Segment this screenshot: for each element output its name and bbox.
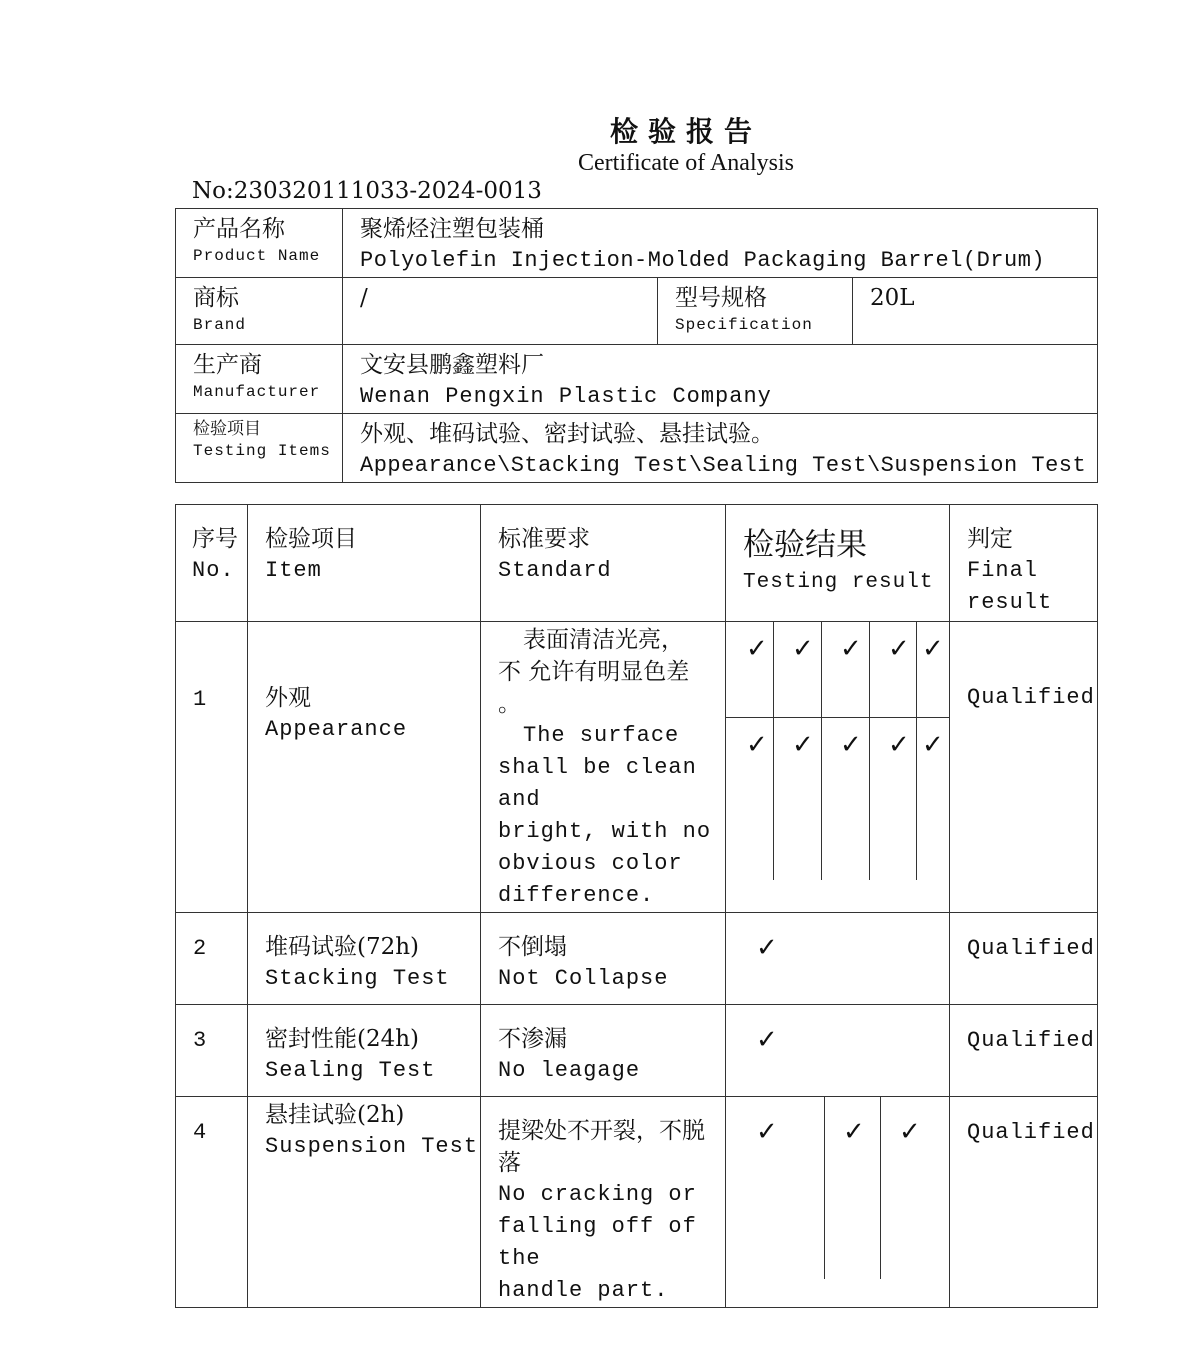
result-row-1 [176, 622, 1098, 913]
row4-standard-en-3: handle part. [498, 1278, 669, 1303]
header-item-en: Item [265, 558, 322, 583]
testing-items-label-cn: 检验项目 [193, 419, 261, 439]
header-item-cn: 检验项目 [265, 526, 357, 552]
header-no [176, 505, 248, 622]
product-name-row [176, 209, 1098, 278]
check-mark: ✓ [888, 634, 910, 664]
row1-standard [481, 622, 726, 913]
row1-final [950, 622, 1098, 913]
row1-col-5 [917, 622, 949, 880]
manufacturer-value [343, 345, 1098, 414]
row3-item [248, 1005, 481, 1097]
row1-col-4 [870, 622, 917, 880]
row2-no-text: 2 [193, 936, 208, 961]
header-item [248, 505, 481, 622]
results-header-row [176, 505, 1098, 622]
row3-standard-cn: 不渗漏 [498, 1026, 567, 1052]
row1-standard-en-2: shall be clean and [498, 755, 697, 812]
check-mark: ✓ [756, 1117, 778, 1147]
row3-final-text: Qualified [967, 1028, 1095, 1053]
product-name-value [343, 209, 1098, 278]
header-standard-en: Standard [498, 558, 612, 583]
row1-col2-top [774, 622, 821, 718]
check-mark: ✓ [792, 634, 814, 664]
check-mark: ✓ [746, 634, 768, 664]
results-table [175, 504, 1098, 1308]
check-mark: ✓ [792, 730, 814, 760]
product-name-label-cn: 产品名称 [193, 216, 285, 242]
row1-standard-en-1: The surface [523, 723, 680, 748]
row2-standard [481, 913, 726, 1005]
testing-items-label-en: Testing Items [193, 442, 331, 460]
row3-standard [481, 1005, 726, 1097]
row2-result [726, 913, 950, 1005]
row3-standard-en: No leagage [498, 1058, 641, 1083]
product-name-en: Polyolefin Injection-Molded Packaging Barrel(Drum) [360, 248, 1046, 273]
brand-row [176, 278, 1098, 345]
check-mark: ✓ [922, 730, 944, 760]
product-name-label-en: Product Name [193, 247, 321, 265]
row1-result [726, 622, 950, 913]
row2-item-cn: 堆码试验(72h) [265, 934, 420, 960]
row4-item-en: Suspension Test [265, 1134, 479, 1159]
testing-items-value [343, 414, 1098, 483]
row4-standard [481, 1097, 726, 1308]
testing-items-label [176, 414, 343, 483]
manufacturer-cn: 文安县鹏鑫塑料厂 [360, 352, 544, 378]
manufacturer-row [176, 345, 1098, 414]
check-mark: ✓ [922, 634, 944, 664]
brand-label-cn: 商标 [193, 285, 239, 311]
row1-standard-cn-1: 表面清洁光亮， [523, 627, 684, 653]
check-mark: ✓ [746, 730, 768, 760]
result-row-4 [176, 1097, 1098, 1308]
row1-standard-cn-2: 不 允许有明显色差 [498, 659, 690, 685]
check-mark: ✓ [888, 730, 910, 760]
spec-label-en: Specification [675, 316, 813, 334]
row1-no-text: 1 [193, 687, 208, 712]
row4-result [726, 1097, 950, 1308]
row2-standard-cn: 不倒塌 [498, 934, 567, 960]
row1-no [176, 622, 248, 913]
manufacturer-label-en: Manufacturer [193, 383, 321, 401]
row1-col-1 [726, 622, 774, 880]
spec-value [853, 278, 1098, 345]
check-mark: ✓ [843, 1117, 865, 1147]
manufacturer-label [176, 345, 343, 414]
header-final-en: Final result [967, 558, 1053, 615]
row2-item-en: Stacking Test [265, 966, 450, 991]
manufacturer-en: Wenan Pengxin Plastic Company [360, 384, 772, 409]
row2-standard-en: Not Collapse [498, 966, 669, 991]
product-name-cn: 聚烯烃注塑包装桶 [360, 216, 544, 242]
testing-items-cn: 外观、堆码试验、密封试验、悬挂试验。 [360, 421, 774, 447]
header-standard-cn: 标准要求 [498, 526, 590, 552]
row1-col4-top [870, 622, 916, 718]
title-english: Certificate of Analysis [578, 150, 794, 176]
check-mark: ✓ [840, 634, 862, 664]
header-final-cn: 判定 [967, 526, 1013, 552]
row2-no [176, 913, 248, 1005]
certificate-number: No:230320111033-2024-0013 [192, 178, 542, 204]
row4-result-grid [726, 1097, 949, 1279]
check-mark: ✓ [756, 933, 778, 963]
row1-col1-top [726, 622, 773, 718]
row1-item-cn: 外观 [265, 685, 311, 711]
row4-standard-en-2: falling off of the [498, 1214, 697, 1271]
row1-standard-cn-3: 。 [498, 691, 521, 717]
row1-col-3 [822, 622, 870, 880]
row3-item-cn: 密封性能(24h) [265, 1026, 420, 1052]
row4-col-2 [825, 1097, 881, 1279]
row3-result [726, 1005, 950, 1097]
manufacturer-label-cn: 生产商 [193, 352, 262, 378]
brand-label-en: Brand [193, 316, 247, 334]
row2-final [950, 913, 1098, 1005]
header-standard [481, 505, 726, 622]
row2-final-text: Qualified [967, 936, 1095, 961]
row1-final-text: Qualified [967, 685, 1095, 710]
check-mark: ✓ [756, 1025, 778, 1055]
row4-final [950, 1097, 1098, 1308]
row4-standard-cn-2: 落 [498, 1150, 521, 1176]
row1-standard-en-5: difference. [498, 883, 655, 908]
result-row-3 [176, 1005, 1098, 1097]
row1-col5-top [917, 622, 949, 718]
header-no-en: No. [192, 558, 235, 583]
check-mark: ✓ [899, 1117, 921, 1147]
testing-items-row [176, 414, 1098, 483]
title-chinese: 检验报告 [609, 115, 762, 148]
header-no-cn: 序号 [192, 526, 238, 552]
product-name-label [176, 209, 343, 278]
row4-final-text: Qualified [967, 1120, 1095, 1145]
row1-item [248, 622, 481, 913]
row4-item-cn: 悬挂试验(2h) [265, 1102, 405, 1128]
row1-standard-en-3: bright, with no [498, 819, 712, 844]
brand-label [176, 278, 343, 345]
row4-no-text: 4 [193, 1120, 208, 1145]
row3-no-text: 3 [193, 1028, 208, 1053]
row1-item-en: Appearance [265, 717, 408, 742]
row4-standard-en-1: No cracking or [498, 1182, 697, 1207]
row1-col3-top [822, 622, 869, 718]
header-result-cn: 检验结果 [743, 527, 867, 563]
header-result [726, 505, 950, 622]
row4-col-1 [726, 1097, 825, 1279]
row4-col-3 [881, 1097, 949, 1279]
row1-standard-en-4: obvious color [498, 851, 683, 876]
row3-no [176, 1005, 248, 1097]
row3-item-en: Sealing Test [265, 1058, 436, 1083]
brand-value [343, 278, 658, 345]
row3-final [950, 1005, 1098, 1097]
spec-label [658, 278, 853, 345]
brand-value-text: / [360, 285, 368, 311]
row1-result-grid [726, 622, 949, 880]
header-final [950, 505, 1098, 622]
spec-label-cn: 型号规格 [675, 285, 767, 311]
result-row-2 [176, 913, 1098, 1005]
info-table [175, 208, 1098, 483]
testing-items-en: Appearance\Stacking Test\Sealing Test\Suspension Test [360, 453, 1087, 478]
row1-col-2 [774, 622, 822, 880]
spec-value-text: 20L [870, 285, 915, 311]
check-mark: ✓ [840, 730, 862, 760]
row4-standard-cn-1: 提梁处不开裂，不脱 [498, 1118, 705, 1144]
header-result-en: Testing result [743, 571, 934, 594]
row4-no [176, 1097, 248, 1308]
row2-item [248, 913, 481, 1005]
row4-item [248, 1097, 481, 1308]
